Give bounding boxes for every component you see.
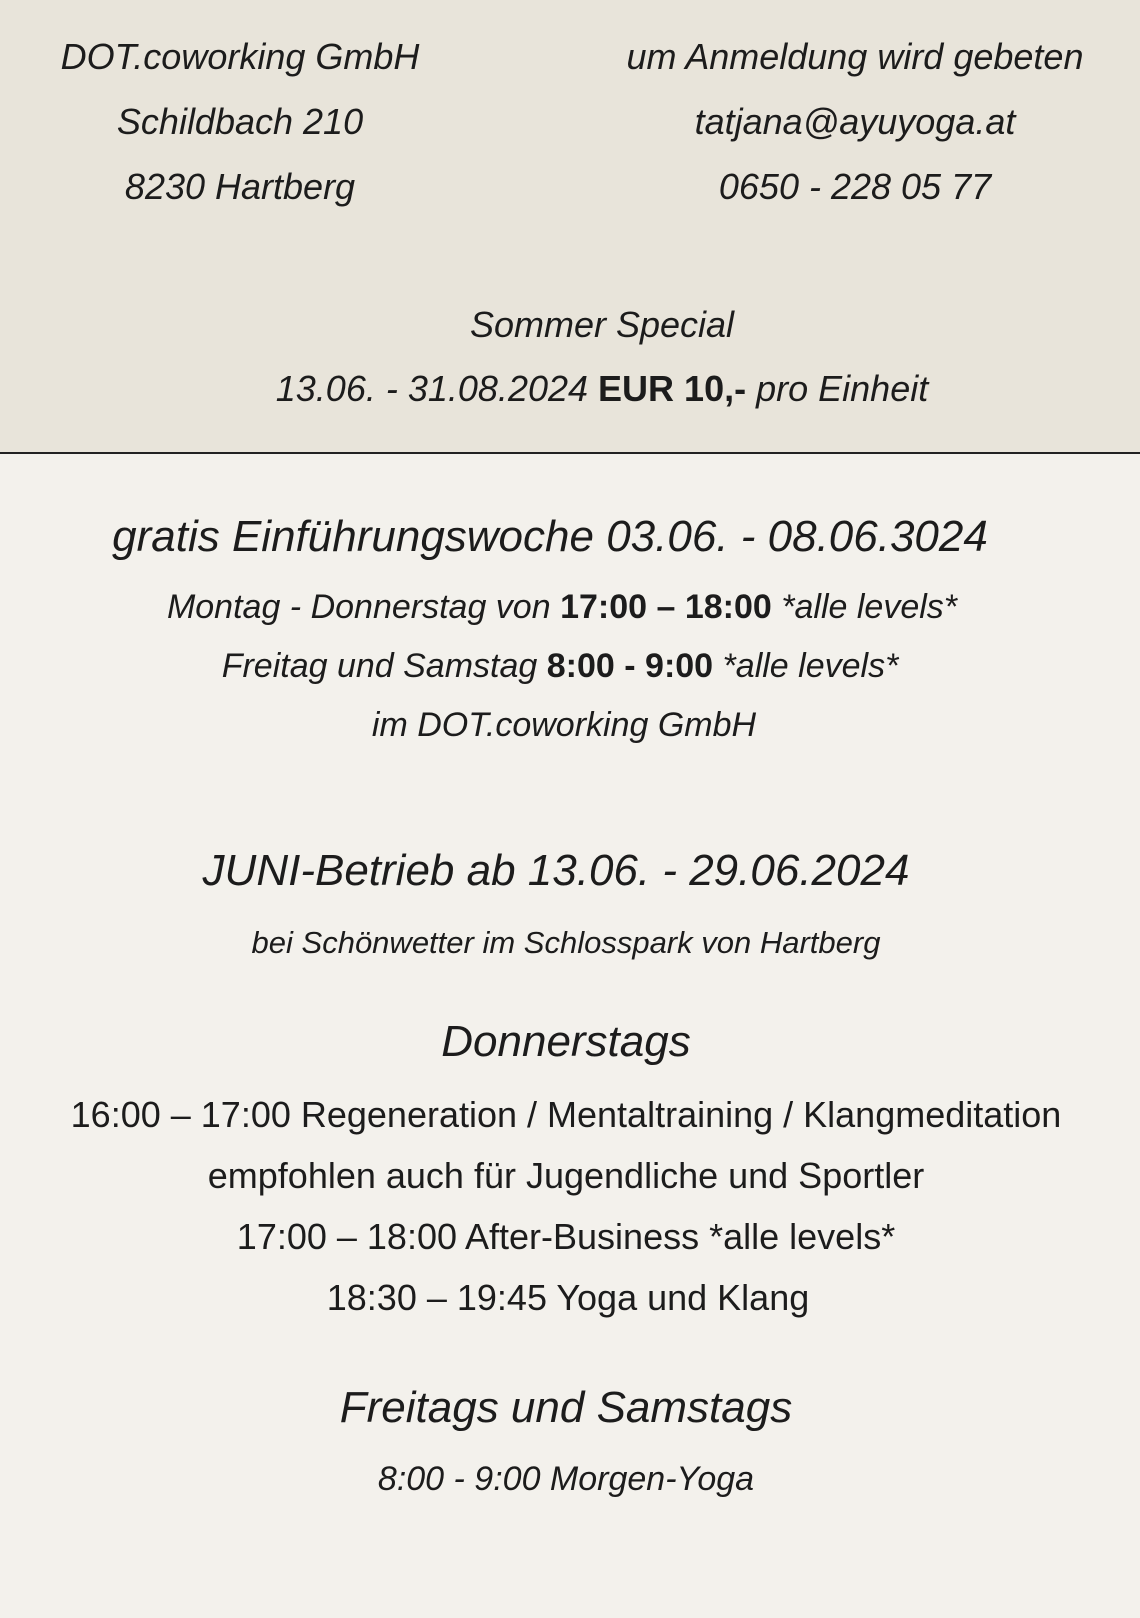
venue-name: DOT.coworking GmbH	[60, 36, 420, 77]
venue-city: 8230 Hartberg	[124, 166, 356, 207]
thursday-line-2: empfohlen auch für Jugendliche und Sportler	[207, 1155, 925, 1196]
contact-phone[interactable]: 0650 - 228 05 77	[718, 166, 992, 207]
special-price: EUR 10,-	[598, 368, 747, 409]
special-price-suffix: pro Einheit	[756, 368, 929, 409]
thursday-line-1: 16:00 – 17:00 Regeneration / Mentaltraining / Klangmeditation	[70, 1094, 1062, 1135]
intro-line2-time: 8:00 - 9:00	[546, 647, 714, 685]
june-heading: JUNI-Betrieb ab 13.06. - 29.06.2024	[202, 846, 910, 895]
thursday-line-4: 18:30 – 19:45 Yoga und Klang	[326, 1277, 810, 1318]
intro-week-line-1	[0, 588, 1132, 627]
venue-street: Schildbach 210	[116, 101, 364, 142]
intro-line2-prefix: Freitag und Samstag	[221, 647, 538, 685]
intro-week-line-2	[0, 647, 1130, 686]
june-subtitle: bei Schönwetter im Schlosspark von Hartberg	[251, 925, 881, 960]
contact-email[interactable]: tatjana@ayuyoga.at	[694, 101, 1016, 142]
thursday-heading: Donnerstags	[441, 1017, 691, 1066]
intro-line1-prefix: Montag - Donnerstag von	[166, 588, 551, 626]
contact-panel	[0, 0, 1140, 454]
intro-line2-suffix: *alle levels*	[722, 647, 899, 685]
weekend-line: 8:00 - 9:00 Morgen-Yoga	[377, 1460, 755, 1498]
intro-line1-time: 17:00 – 18:00	[560, 588, 772, 626]
intro-week-heading: gratis Einführungswoche 03.06. - 08.06.3024	[112, 512, 988, 561]
thursday-line-3: 17:00 – 18:00 After-Business *alle levels*	[236, 1216, 896, 1257]
special-dates: 13.06. - 31.08.2024	[275, 368, 589, 409]
weekend-heading: Freitags und Samstags	[339, 1383, 793, 1432]
intro-week-line-3: im DOT.coworking GmbH	[371, 706, 757, 744]
special-title: Sommer Special	[469, 304, 735, 345]
intro-line1-suffix: *alle levels*	[781, 588, 958, 626]
special-details	[32, 368, 1140, 410]
registration-note: um Anmeldung wird gebeten	[626, 36, 1084, 77]
